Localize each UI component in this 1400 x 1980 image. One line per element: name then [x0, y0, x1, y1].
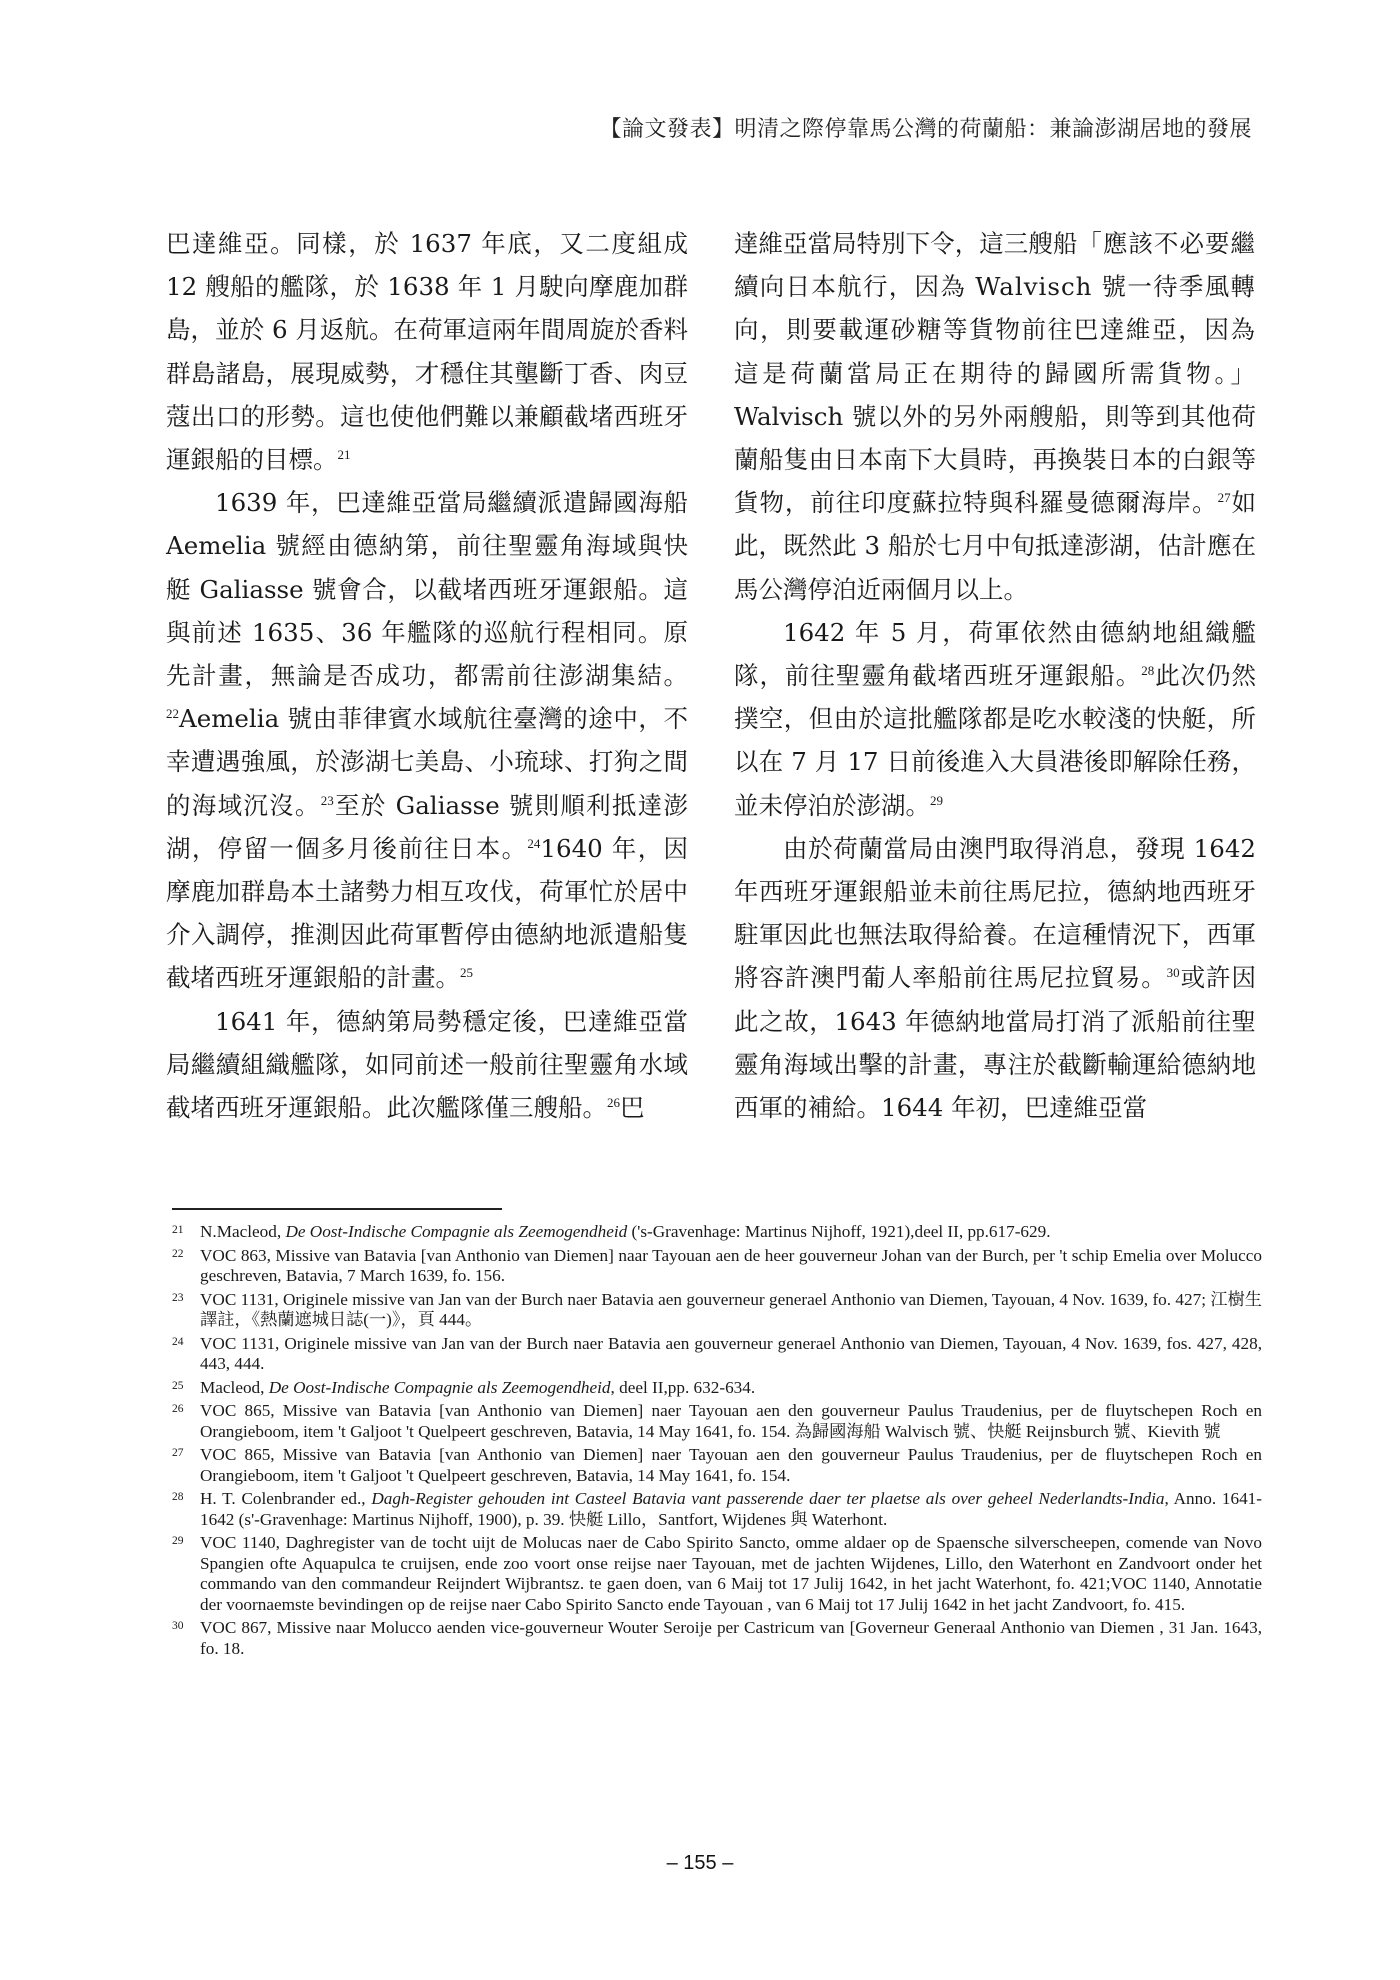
footnote-separator — [172, 1208, 502, 1210]
footnote-text: VOC 1131, Originele missive van Jan van der Burch naer Batavia aen gouverneur generael Anthonio van Diemen, Tayouan, 4 Nov. 1639, fos. 427, 428, 443, 444. — [200, 1333, 1262, 1373]
body-text: Walvisch 號以外的另外兩艘船，則等到其他荷蘭船隻由日本南下大員時，再換裝日本的白銀等貨物，前往印度蘇拉特與科羅曼德爾海岸。 — [734, 401, 1256, 518]
page-number: – 155 – — [666, 1852, 734, 1874]
quoted-text: 「應該不必要繼續向日本航行，因為 Walvisch 號一待季風轉向，則要載運砂糖等貨物前往巴達維亞，因為這是荷蘭當局正在期待的歸國所需貨物。」 — [734, 229, 1257, 388]
body-text: 1640 年，因摩鹿加群島本土諸勢力相互攻伐，荷軍忙於居中介入調停，推測因此荷軍暫停由德納地派遣船隻截堵西班牙運銀船的計畫。 — [166, 833, 689, 993]
footnote-item — [172, 1445, 1262, 1486]
footnote-title: De Oost-Indische Compagnie als Zeemogendheid — [268, 1377, 611, 1397]
footnote-number: 21 — [172, 1224, 184, 1236]
body-text: 達維亞當局特別下令，這三艘船 — [734, 229, 1078, 258]
footnote-text: VOC 1140, Daghregister van de tocht uijt de Molucas naer de Cabo Spirito Sancto, omme aldaer op de Spaensche silverscheepen, comende van Novo Spangien ofte Aquapulca te cruijsen, ende zoo voort onse reijse naer Tayouan, met de jachten Wijdenes, Lillo, den Waterhont en Zandvoort onder het commando van den commandeur Reijndert Wijbrantsz. te gaen doen, van 6 Maij tot 17 Julij 1642, in het jacht Waterhont, fo. 421;VOC 1140, Annotatie der voornaemste bevindingen op de reijse naer Cabo Spirito Sancto ende Tayouan , van 6 Maij tot 17 Julij 1642 in het jacht Zandvoort, fo. 415. — [200, 1533, 1262, 1614]
footnote-number: 28 — [172, 1491, 184, 1503]
footnote-item — [172, 1618, 1262, 1659]
footnote-reference[interactable]: 23 — [320, 792, 334, 808]
footnote-title: Dagh-Register gehouden int Casteel Batavia vant passerende daer ter plaetse als over geheel Nederlandts-India — [371, 1489, 1165, 1508]
body-text: 1642 年 5 月，荷軍依然由德納地組織艦隊，前往聖靈角截堵西班牙運銀船。 — [734, 617, 1256, 691]
footnote-item — [172, 1378, 1262, 1399]
body-paragraph — [166, 481, 688, 999]
footnote-text: N.Macleod, — [200, 1222, 286, 1241]
footnote-item — [172, 1246, 1262, 1287]
footnote-text: , deel II,pp. 632-634. — [610, 1377, 756, 1397]
body-text: 巴達維亞。同樣，於 1637 年底，又二度組成 12 艘船的艦隊，於 1638 年 1 月駛向摩鹿加群島，並於 6 月返航。在荷軍這兩年間周旋於香料群島諸島，展現威勢，才穩住其壟斷丁香、肉豆蔻出口的形勢。這也使他們難以兼顧截堵西班牙運銀船的目標。 — [166, 229, 688, 475]
footnote-reference[interactable]: 21 — [337, 446, 351, 462]
running-header: 【論文發表】明清之際停靠馬公灣的荷蘭船：兼論澎湖居地的發展 — [599, 117, 1252, 142]
body-paragraph — [166, 1000, 688, 1130]
footnote-reference[interactable]: 24 — [527, 835, 541, 851]
right-column — [734, 222, 1256, 1129]
footnote-text: Macleod, — [200, 1377, 269, 1397]
footnote-number: 30 — [172, 1620, 184, 1632]
footnote-item — [172, 1334, 1262, 1375]
footnote-reference[interactable]: 28 — [1141, 662, 1155, 678]
footnote-item — [172, 1533, 1262, 1615]
footnote-text: H. T. Colenbrander ed., — [200, 1489, 372, 1508]
footnote-reference[interactable]: 29 — [930, 792, 943, 808]
body-text: 如此，既然此 3 船於七月中旬抵達澎湖，估計應在馬公灣停泊近兩個月以上。 — [734, 488, 1257, 604]
footnote-text: VOC 865, Missive van Batavia [van Anthonio van Diemen] naer Tayouan aen den gouverneur Paulus Traudenius, per de fluytschepen Roch en Orangieboom, item 't Galjoot 't Quelpeert geschreven, Batavia, 14 May 1641, fo. 154. 為歸國海船 Walvisch 號、快艇 Reijnsburch 號、Kievith 號 — [200, 1401, 1262, 1441]
footnote-number: 25 — [172, 1379, 184, 1392]
footnotes — [172, 1222, 1262, 1662]
footnote-number: 29 — [172, 1535, 184, 1547]
footnote-reference[interactable]: 25 — [460, 965, 473, 981]
footnote-text: VOC 867, Missive naar Molucco aenden vice-gouverneur Wouter Seroije per Castricum van [Governeur Generaal Anthonio van Diemen , 31 Jan. 1643, fo. 18. — [200, 1618, 1262, 1658]
body-text: 由於荷蘭當局由澳門取得消息，發現 1642 年西班牙運銀船並未前往馬尼拉，德納地西班牙駐軍因此也無法取得給養。在這種情況下，西軍將容許澳門葡人率船前往馬尼拉貿易。 — [734, 833, 1256, 993]
footnote-item — [172, 1222, 1262, 1243]
body-text: 或許因此之故，1643 年德納地當局打消了派船前往聖靈角海域出擊的計畫，專注於截斷輸運給德納地西軍的補給。1644 年初，巴達維亞當 — [734, 963, 1257, 1123]
body-text: 1641 年，德納第局勢穩定後，巴達維亞當局繼續組織艦隊，如同前述一般前往聖靈角水域截堵西班牙運銀船。此次艦隊僅三艘船。 — [166, 1006, 688, 1123]
footnote-number: 26 — [172, 1403, 184, 1415]
body-paragraph — [734, 222, 1256, 611]
footnote-text: VOC 865, Missive van Batavia [van Anthonio van Diemen] naer Tayouan aen den gouverneur Paulus Traudenius, per de fluytschepen Roch en Orangieboom, item 't Galjoot 't Quelpeert geschreven, Batavia, 14 May 1641, fo. 154. — [200, 1445, 1262, 1485]
footnote-text: , Anno. 1641-1642 (s'-Gravenhage: Martinus Nijhoff, 1900), p. 39. 快艇 Lillo，Santfort, Wijdenes 與 Waterhont. — [200, 1489, 1262, 1529]
footnote-item — [172, 1401, 1262, 1442]
footnote-title: De Oost-Indische Compagnie als Zeemogendheid — [285, 1222, 628, 1241]
body-text: Aemelia 號由菲律賓水域航往臺灣的途中，不幸遭遇強風，於澎湖七美島、小琉球、打狗之間的海域沉沒。 — [166, 704, 688, 820]
footnote-text: VOC 863, Missive van Batavia [van Anthonio van Diemen] naar Tayouan aen de heer gouverneur Johan van der Burch, per 't schip Emelia over Molucco geschreven, Batavia, 7 March 1639, fo. 156. — [200, 1245, 1262, 1285]
body-paragraph — [734, 611, 1256, 827]
body-text: 巴 — [620, 1093, 645, 1123]
body-paragraph — [734, 827, 1256, 1129]
footnote-number: 23 — [172, 1291, 184, 1304]
footnote-item — [172, 1290, 1262, 1331]
footnote-reference[interactable]: 27 — [1217, 490, 1231, 506]
body-text: 此次仍然撲空，但由於這批艦隊都是吃水較淺的快艇，所以在 7 月 17 日前後進入大員港後即解除任務，並未停泊於澎湖。 — [734, 661, 1257, 820]
body-text: 至於 Galiasse 號則順利抵達澎湖，停留一個多月後前往日本。 — [166, 790, 688, 863]
footnote-text: ('s-Gravenhage: Martinus Nijhoff, 1921),deel II, pp.617-629. — [627, 1222, 1051, 1241]
footnote-item — [172, 1489, 1262, 1530]
footnote-text: VOC 1131, Originele missive van Jan van der Burch naer Batavia aen gouverneur generael Anthonio van Diemen, Tayouan, 4 Nov. 1639, fo. 427; 江樹生譯註，《熱蘭遮城日誌(一)》，頁 444。 — [200, 1289, 1262, 1329]
body-paragraph — [166, 222, 688, 481]
left-column — [166, 222, 688, 1129]
footnote-reference[interactable]: 22 — [166, 706, 179, 722]
footnote-number: 24 — [172, 1335, 184, 1348]
footnote-reference[interactable]: 26 — [607, 1094, 620, 1110]
footnote-number: 22 — [172, 1247, 184, 1260]
footnote-reference[interactable]: 30 — [1166, 965, 1180, 981]
body-text: 1639 年，巴達維亞當局繼續派遣歸國海船 Aemelia 號經由德納第，前往聖靈角海域與快艇 Galiasse 號會合，以截堵西班牙運銀船。這與前述 1635、36 年艦隊的巡航行程相同。原先計畫，無論是否成功，都需前往澎湖集結。 — [166, 488, 688, 691]
footnote-number: 27 — [172, 1447, 184, 1459]
